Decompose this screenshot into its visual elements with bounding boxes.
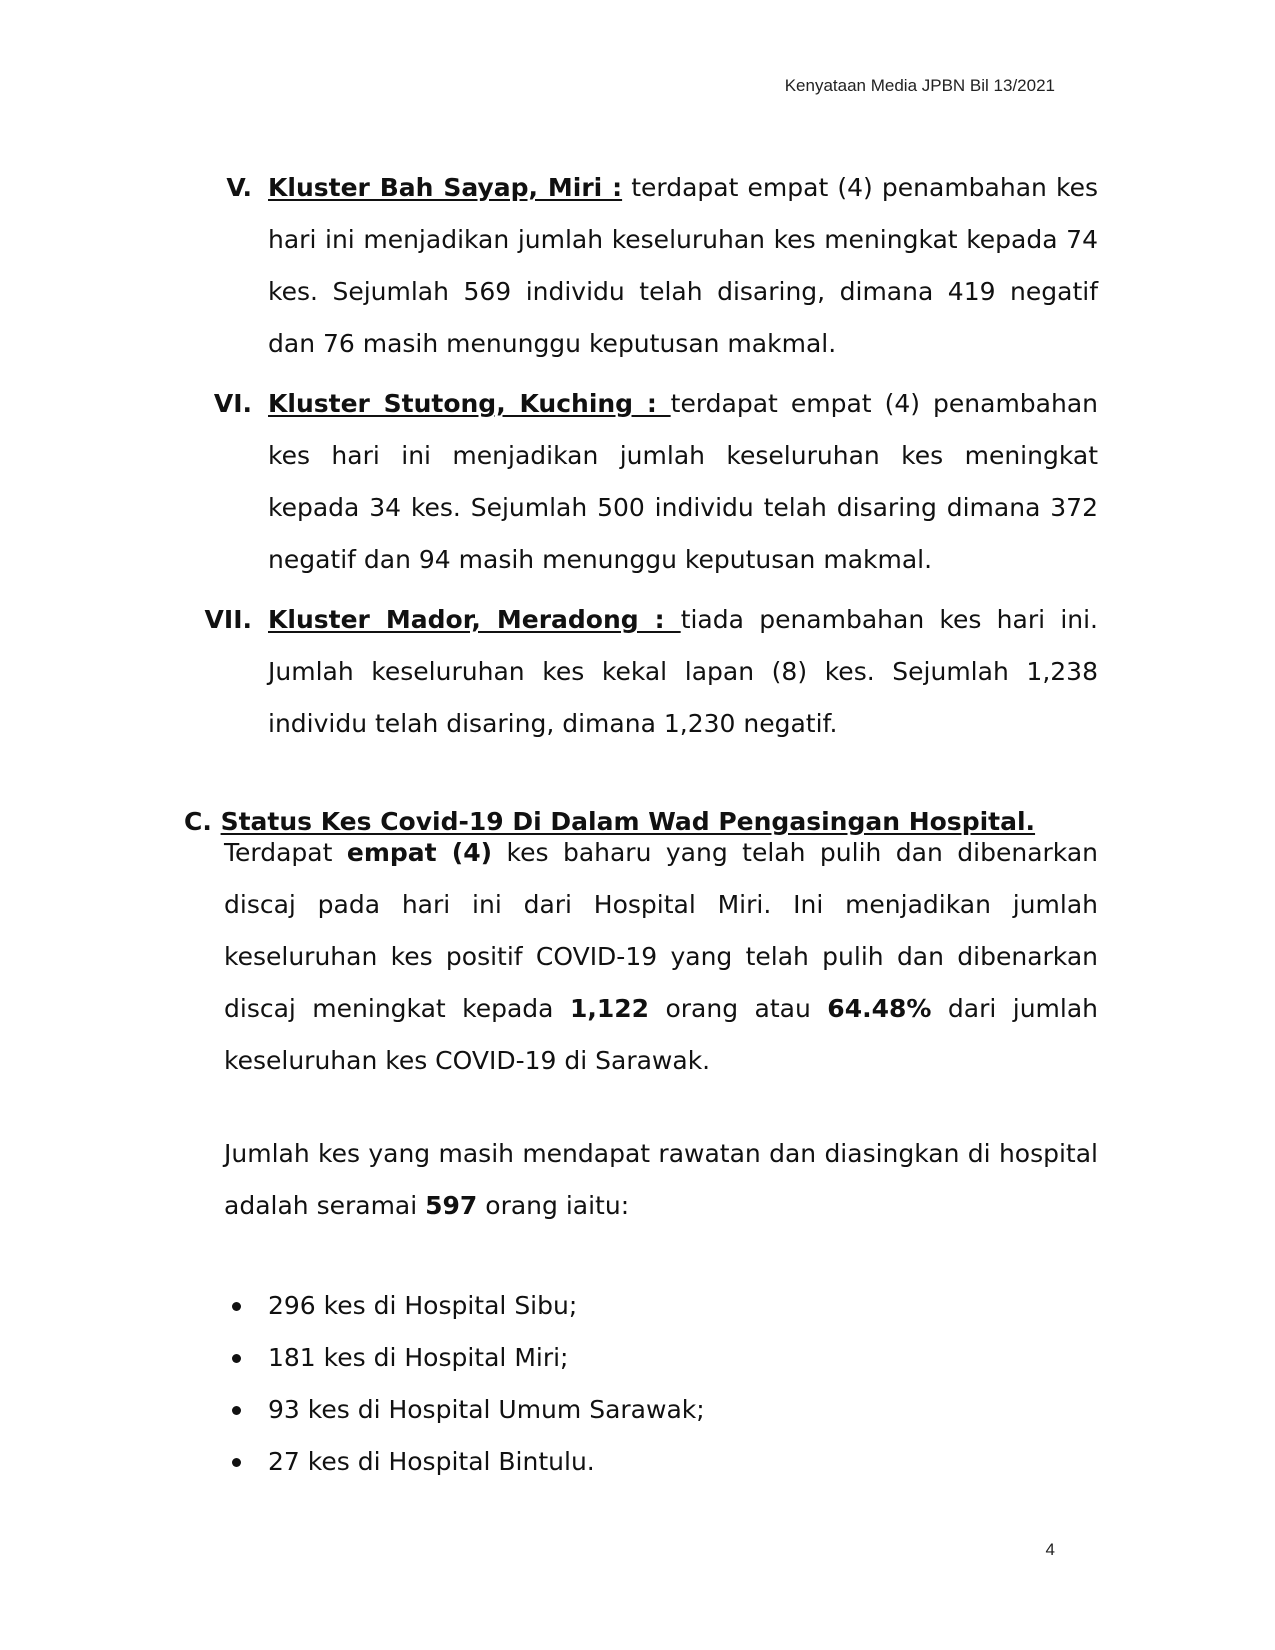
- treatment-text-2: orang iaitu:: [477, 1191, 630, 1220]
- section-title: Status Kes Covid-19 Di Dalam Wad Pengasingan Hospital.: [220, 807, 1036, 836]
- treatment-text-1: Jumlah kes yang masih mendapat rawatan dan diasingkan di hospital adalah seramai: [224, 1139, 1098, 1220]
- cluster-text: terdapat empat (4) penambahan kes hari ini menjadikan jumlah keseluruhan kes meningkat kepada 34 kes. Sejumlah 500 individu telah disaring dimana 372 negatif dan 94 masih menunggu keputusan makmal.: [268, 389, 1098, 574]
- recovery-percentage: 64.48%: [827, 994, 932, 1023]
- cluster-body: [268, 594, 1098, 750]
- under-treatment-count: 597: [425, 1191, 478, 1220]
- cluster-name: Kluster Bah Sayap, Miri :: [268, 173, 623, 202]
- list-item: [224, 1436, 705, 1488]
- recovery-text-3: orang atau: [649, 994, 828, 1023]
- cluster-name: Kluster Mador, Meradong :: [268, 605, 681, 634]
- cluster-item-mador: [150, 594, 1100, 750]
- cluster-numeral: V.: [226, 173, 252, 202]
- cluster-numeral: VII.: [204, 605, 252, 634]
- bullet-icon: [232, 1302, 241, 1311]
- cluster-name: Kluster Stutong, Kuching :: [268, 389, 671, 418]
- recovered-today-count: empat (4): [346, 838, 493, 867]
- bullet-icon: [232, 1354, 241, 1363]
- list-item: [224, 1332, 705, 1384]
- recovery-paragraph: [224, 827, 1098, 1087]
- cluster-body: [268, 162, 1098, 370]
- treatment-paragraph: [224, 1128, 1098, 1232]
- hospital-case-list: [224, 1280, 705, 1488]
- page-number: 4: [1045, 1540, 1055, 1559]
- recovery-text-2: kes baharu yang telah pulih dan dibenarkan discaj pada hari ini dari Hospital Miri. Ini menjadikan jumlah keseluruhan kes positif COVID-19 yang telah pulih dan dibenarkan discaj meningkat kepada: [224, 838, 1098, 1023]
- cluster-numeral: VI.: [213, 389, 252, 418]
- list-item-text: 296 kes di Hospital Sibu;: [268, 1291, 578, 1320]
- list-item-text: 27 kes di Hospital Bintulu.: [268, 1447, 595, 1476]
- cluster-text: terdapat empat (4) penambahan kes hari ini menjadikan jumlah keseluruhan kes meningkat kepada 74 kes. Sejumlah 569 individu telah disaring, dimana 419 negatif dan 76 masih menunggu keputusan makmal.: [268, 173, 1098, 358]
- section-letter: C.: [184, 807, 212, 836]
- cluster-item-bah-sayap: [150, 162, 1100, 370]
- recovery-text-4: dari jumlah keseluruhan kes COVID-19 di Sarawak.: [224, 994, 1099, 1075]
- cluster-item-stutong: [150, 378, 1100, 586]
- bullet-icon: [232, 1458, 241, 1467]
- bullet-icon: [232, 1406, 241, 1415]
- cluster-text: tiada penambahan kes hari ini. Jumlah keseluruhan kes kekal lapan (8) kes. Sejumlah 1,238 individu telah disaring, dimana 1,230 negatif.: [268, 605, 1099, 738]
- document-reference: Kenyataan Media JPBN Bil 13/2021: [784, 76, 1055, 95]
- list-item: [224, 1384, 705, 1436]
- list-item-text: 181 kes di Hospital Miri;: [268, 1343, 569, 1372]
- total-recovered-count: 1,122: [569, 994, 650, 1023]
- recovery-text-1: Terdapat: [224, 838, 347, 867]
- cluster-body: [268, 378, 1098, 586]
- list-item-text: 93 kes di Hospital Umum Sarawak;: [268, 1395, 705, 1424]
- list-item: [224, 1280, 705, 1332]
